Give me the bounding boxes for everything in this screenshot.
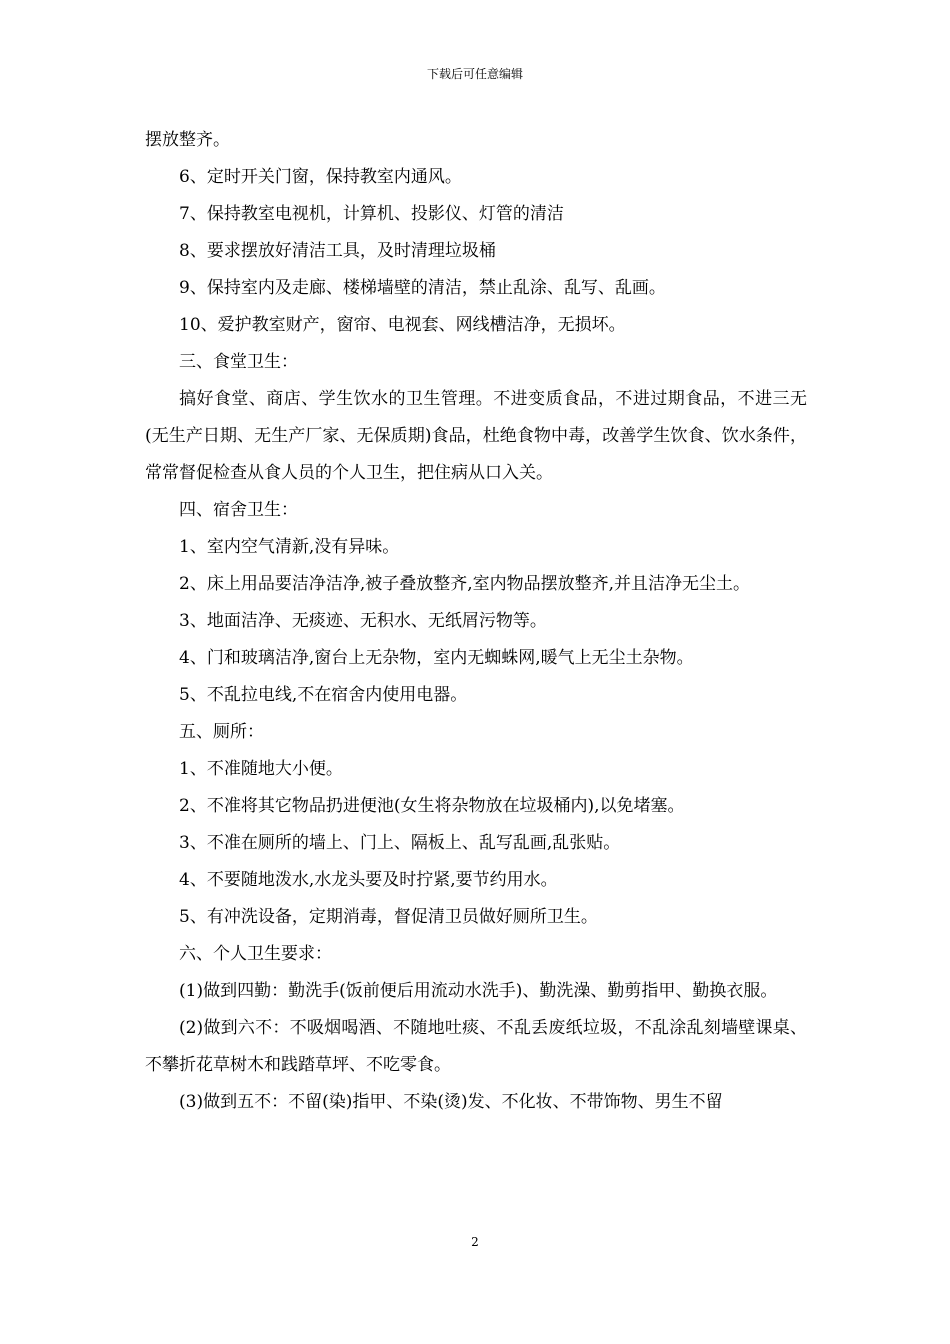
paragraph: 1、室内空气清新,没有异味。 (179, 537, 400, 557)
paragraph: 7、保持教室电视机，计算机、投影仪、灯管的清洁 (179, 204, 564, 224)
section-heading: 三、食堂卫生： (179, 352, 298, 372)
paragraph: 5、有冲洗设备，定期消毒，督促清卫员做好厕所卫生。 (179, 907, 598, 927)
paragraph: 4、不要随地泼水,水龙头要及时拧紧,要节约用水。 (179, 870, 558, 890)
page-header: 下载后可任意编辑 (426, 67, 523, 81)
section-heading: 五、厕所： (179, 722, 264, 742)
paragraph: 5、不乱拉电线,不在宿舍内使用电器。 (179, 685, 468, 705)
paragraph: 4、门和玻璃洁净,窗台上无杂物，室内无蜘蛛网,暖气上无尘土杂物。 (179, 648, 694, 668)
paragraph: 3、地面洁净、无痰迹、无积水、无纸屑污物等。 (179, 611, 547, 631)
page-number: 2 (471, 1235, 479, 1249)
paragraph: 摆放整齐。 (145, 130, 230, 150)
paragraph: 8、要求摆放好清洁工具，及时清理垃圾桶 (179, 241, 496, 261)
paragraph: 1、不准随地大小便。 (179, 759, 343, 779)
paragraph: 6、定时开关门窗，保持教室内通风。 (179, 167, 462, 187)
paragraph: (3)做到五不：不留(染)指甲、不染(烫)发、不化妆、不带饰物、男生不留 (179, 1092, 723, 1112)
section-heading: 六、个人卫生要求： (179, 944, 332, 964)
paragraph: 搞好食堂、商店、学生饮水的卫生管理。不进变质食品，不进过期食品，不进三无(无生产日期、无生产厂家、无保质期)食品，杜绝食物中毒，改善学生饮食、饮水条件，常常督促检查从食人员的个人卫生，把住病从口入关。 (145, 389, 807, 483)
paragraph: 9、保持室内及走廊、楼梯墙壁的清洁，禁止乱涂、乱写、乱画。 (179, 278, 666, 298)
document-body (145, 122, 807, 1121)
section-heading: 四、宿舍卫生： (179, 500, 298, 520)
paragraph: (1)做到四勤：勤洗手(饭前便后用流动水洗手)、勤洗澡、勤剪指甲、勤换衣服。 (179, 981, 778, 1001)
paragraph: 2、不准将其它物品扔进便池(女生将杂物放在垃圾桶内),以免堵塞。 (179, 796, 685, 816)
paragraph: 10、爱护教室财产，窗帘、电视套、网线槽洁净，无损坏。 (179, 315, 626, 335)
paragraph: 3、不准在厕所的墙上、门上、隔板上、乱写乱画,乱张贴。 (179, 833, 621, 853)
paragraph: (2)做到六不：不吸烟喝酒、不随地吐痰、不乱丢废纸垃圾，不乱涂乱刻墙壁课桌、不攀折花草树木和践踏草坪、不吃零食。 (145, 1018, 807, 1075)
paragraph: 2、床上用品要洁净洁净,被子叠放整齐,室内物品摆放整齐,并且洁净无尘土。 (179, 574, 751, 594)
